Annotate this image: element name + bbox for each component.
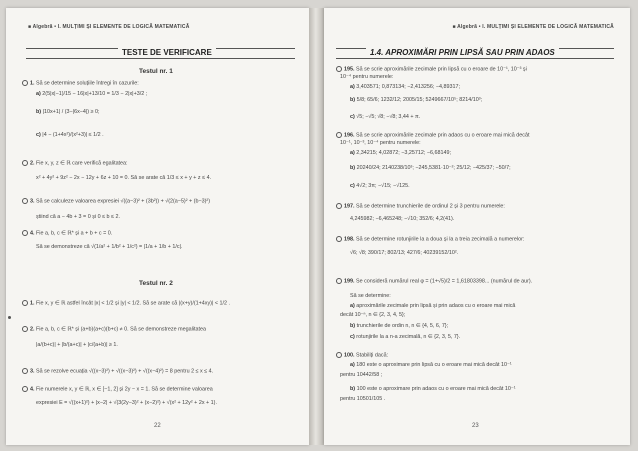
exercise-marker-icon [336, 278, 342, 284]
exercise-line: b) |10x+1| / (3−|6x−4|) ≥ 0; [36, 109, 100, 115]
exercise-line: 3. Să se rezolve ecuația √((x−3)²) + √((x−3)²) + √((x−4)²) = 8 pentru 2 ≤ x ≤ 4. [22, 368, 213, 375]
exercise-line: a) aproximările zecimale prin lipsă și prin adaos cu o eroare mai mică [350, 303, 516, 309]
right-page [324, 8, 630, 445]
test-2-heading: Testul nr. 2 [139, 280, 173, 287]
exercise-line: a) 3,403571; 0,873134; −2,413256; −4,89317; [350, 84, 461, 90]
exercise-line: a) 2,34215; 4,02872; −3,25712; −6,68149; [350, 150, 452, 156]
exercise-line: 196. Să se scrie aproximările zecimale prin adaos cu o eroare mai mică decât [336, 132, 529, 139]
exercise-marker-icon [22, 198, 28, 204]
exercise-line: √6; √8; 390/17; 802/13; 427/6; 40239152/10². [350, 250, 459, 256]
exercise-marker-icon [22, 300, 28, 306]
left-page [6, 8, 309, 445]
exercise-marker-icon [336, 203, 342, 209]
exercise-line: 198. Să se determine rotunjirile la a doua și la a treia zecimală a numerelor: [336, 236, 524, 243]
exercise-line: decât 10⁻ⁿ, n ∈ {2, 3, 4, 5}; [340, 312, 406, 318]
exercise-marker-icon [22, 326, 28, 332]
exercise-line: b) 20240/24; 2140238/10³; −245,5381·10⁻²; 25/12; −425/37; −50/7; [350, 165, 511, 171]
page-number: 23 [472, 423, 479, 429]
exercise-line: c) |4 − (1+4x²)/(x²+3)| ≤ 1/2 . [36, 132, 104, 138]
exercise-line: expresiei E = √((x+1)²) + |x−2| + √(3(2y−3)² + (x−2)²) + √(x² + 12y² + 2x + 1). [36, 400, 217, 406]
exercise-line: 10⁻¹, 10⁻³, 10⁻⁴ pentru numerele: [340, 140, 421, 146]
exercise-line: 1. Să se determine soluțiile întregi în cazurile: [22, 80, 139, 87]
exercise-line: pentru 10501/105 . [340, 396, 386, 402]
exercise-line: 4. Fie a, b, c ∈ ℝ* și a + b + c = 0. [22, 230, 112, 237]
exercise-line: știind că a − 4b + 3 = 0 și 0 ≤ b ≤ 2. [36, 214, 120, 220]
running-header: ■ Algebră • I. MULȚIMI ȘI ELEMENTE DE LOGICĂ MATEMATICĂ [28, 24, 190, 30]
exercise-marker-icon [336, 132, 342, 138]
exercise-line: pentru 10442/58 ; [340, 372, 383, 378]
exercise-line: Să se demonstreze că √(1/a² + 1/b² + 1/c²) = |1/a + 1/b + 1/c|. [36, 244, 183, 250]
exercise-line: c) 4√2; 3π; −√15; −√125. [350, 183, 410, 189]
exercise-marker-icon [22, 160, 28, 166]
section-title-bar [336, 48, 614, 59]
test-1-heading: Testul nr. 1 [139, 68, 173, 75]
exercise-line: a) 2(5|x|−1)/15 − 16|x|+13/10 = 1/3 − 2|x|+3/2 ; [36, 91, 148, 97]
exercise-line: 199. Se consideră numărul real φ = (1+√5)/2 = 1,61803398... (numărul de aur). [336, 278, 532, 285]
page-number: 22 [154, 423, 161, 429]
exercise-line: 2. Fie a, b, c ∈ ℝ* și (a+b)(a+c)(b+c) ≠ 0. Să se demonstreze megalitatea [22, 326, 206, 333]
exercise-marker-icon [336, 66, 342, 72]
exercise-line: 195. Să se scrie aproximările zecimale prin lipsă cu o eroare de 10⁻¹, 10⁻³ și [336, 66, 527, 73]
exercise-marker-icon [22, 368, 28, 374]
exercise-line: b) 100 este o aproximare prin adaos cu o eroare mai mică decât 10⁻¹ [350, 386, 516, 392]
exercise-line: c) √5; −√5; √8; −√8; 3,44 + π. [350, 114, 421, 120]
exercise-line: 4. Fie numerele x, y ∈ ℝ, x ∈ [−1, 2] și 2y − x = 1. Să se determine valoarea [22, 386, 213, 393]
running-header: ■ Algebră • I. MULȚIMI ȘI ELEMENTE DE LOGICĂ MATEMATICĂ [452, 24, 614, 30]
exercise-line: 3. Să se calculeze valoarea expresiei √((a−3)² + (3b²)) + √(2(a−5)² + (b−3)²) [22, 198, 210, 205]
exercise-line: 197. Să se determine trunchierile de ordinul 2 și 3 pentru numerele: [336, 203, 505, 210]
section-title: TESTE DE VERIFICARE [118, 48, 216, 57]
book-spine [309, 8, 324, 445]
exercise-marker-icon [22, 230, 28, 236]
exercise-line: 4,245982; −6,465248; −√10; 352/6; 4,2(41). [350, 216, 455, 222]
exercise-line: c) rotunjirile la a n-a zecimală, n ∈ {2, 3, 5, 7}. [350, 334, 461, 340]
exercise-line: |a/(b+c)| + |b/(a+c)| + |c/(a+b)| ≥ 1. [36, 342, 118, 348]
exercise-marker-icon [336, 236, 342, 242]
exercise-marker-icon [336, 352, 342, 358]
exercise-line: b) 5/8; 65/6; 1232/12; 2005/15; 5249667/10⁵; 8214/10³; [350, 97, 483, 103]
exercise-line: 100. Stabiliți dacă: [336, 352, 388, 359]
section-title: 1.4. APROXIMĂRI PRIN LIPSĂ SAU PRIN ADAOS [366, 48, 559, 57]
exercise-line: 2. Fie x, y, z ∈ ℝ care verifică egalitatea: [22, 160, 128, 167]
exercise-line: b) trunchierile de ordin n, n ∈ {4, 5, 6, 7}; [350, 323, 449, 329]
exercise-line: x² + 4y² + 9z² − 2x − 12y + 6z + 10 = 0. Să se arate că 1/3 ≤ x + y + z ≤ 4. [36, 175, 212, 181]
exercise-line: a) 180 este o aproximare prin lipsă cu o eroare mai mică decât 10⁻¹ [350, 362, 512, 368]
exercise-line: 10⁻⁴ pentru numerele: [340, 74, 394, 80]
exercise-marker-icon [22, 80, 28, 86]
scan-spot-icon [8, 316, 11, 319]
exercise-line: Să se determine: [350, 293, 391, 299]
exercise-line: 1. Fie x, y ∈ ℝ astfel încât |x| < 1/2 și |y| < 1/2. Să se arate că |(x+y)/(1+4xy)| < 1/2 . [22, 300, 230, 307]
exercise-marker-icon [22, 386, 28, 392]
section-title-bar [26, 48, 295, 59]
